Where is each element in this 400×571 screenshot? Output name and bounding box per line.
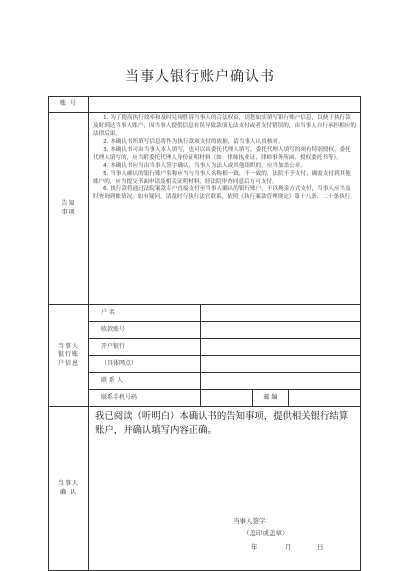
date-month-label: 月 xyxy=(285,543,292,551)
confirmation-form-table xyxy=(48,96,361,571)
info-row-name xyxy=(49,305,361,322)
account-number-field[interactable] xyxy=(201,322,361,339)
notice-label-line-2: 事项 xyxy=(61,208,76,216)
notice-item: 4. 本确认书应当由当事人签字确认，当事人为法人或其他组织的，应当加盖公章。 xyxy=(103,162,306,169)
info-label-line-2: 银行账 xyxy=(57,351,79,359)
confirm-label-line-2: 确 认 xyxy=(60,488,77,496)
phone-field[interactable] xyxy=(201,390,253,407)
bank-label: 开户银行 xyxy=(89,339,201,356)
date-year-label: 年 xyxy=(251,543,258,551)
account-label: 账 号 xyxy=(49,97,89,113)
info-label-line-1: 当事人 xyxy=(57,343,79,351)
bank-field[interactable] xyxy=(201,339,361,356)
confirm-statement: 我已阅读（听明白）本确认书的告知事项，提供相关银行结算账户，并确认填写内容正确。 xyxy=(95,411,349,436)
zip-field[interactable] xyxy=(289,390,361,407)
notice-label xyxy=(49,113,89,305)
notice-item: 6. 执行款将通过法院案款专户直接支付至当事人确认的银行账户，不以现金方式支付，当事人应当及时查询到账情况，如有疑问，请及时与执行法官联系，依照《执行案款管理规定》第十八条、二十条执行。 xyxy=(93,186,356,201)
confirm-row xyxy=(49,407,361,571)
notice-item: 5. 当事人确认的银行账户名称应当与当事人名称相一致，不一致的，法院不予支付；确需支付到其他账户的，应当提交书面申请及相关证明材料，经法院审查同意后方可支付。 xyxy=(93,170,351,185)
info-row-number xyxy=(49,322,361,339)
account-value-field[interactable] xyxy=(89,97,361,113)
notice-item: 2. 本确认书所填写信息将作为执行款项支付的依据，请当事人认真核对。 xyxy=(103,138,284,145)
confirm-content xyxy=(89,407,361,571)
zip-label: 邮 编 xyxy=(253,390,289,407)
seal-note: （盖印或盖章） xyxy=(243,529,289,537)
notice-label-line-1: 告知 xyxy=(61,200,76,208)
contact-field[interactable] xyxy=(201,373,361,390)
notice-content xyxy=(89,113,361,305)
date-day-label: 日 xyxy=(317,543,324,551)
contact-label: 联 系 人 xyxy=(89,373,201,390)
document-title: 当事人银行账户确认书 xyxy=(125,69,275,85)
info-row-phone xyxy=(49,390,361,407)
account-name-field[interactable] xyxy=(201,305,361,322)
confirm-label xyxy=(49,407,89,571)
info-label xyxy=(49,305,89,407)
bank-branch-label: （具体网点） xyxy=(89,356,201,373)
phone-label: 联系手机号码 xyxy=(89,390,201,407)
notice-item: 3. 本确认书可由当事人本人填写，也可以由委托代理人填写，委托代理人填写的须有特别授权。委托代理人填写的，应当附委托代理人身份证明材料（如：律师执业证、律师事务所函、授权委托书等）。 xyxy=(93,146,351,161)
account-number-label: 收款账号 xyxy=(89,322,201,339)
info-label-line-3: 户信息 xyxy=(57,359,79,367)
info-row-bank xyxy=(49,339,361,356)
notice-item: 1. 为了提高执行效率和及时兑现胜诉当事人的合法权益，请您如实填写银行账户信息，以便于执行款及时到达当事人账户，因当事人提供信息有误导致款项无法支付或者支付错误的，由当事人自行承担相应的法律后果。 xyxy=(93,115,356,137)
notice-row xyxy=(49,113,361,305)
bank-branch-field[interactable] xyxy=(201,356,361,373)
account-row xyxy=(49,97,361,113)
info-row-contact xyxy=(49,373,361,390)
info-row-branch xyxy=(49,356,361,373)
confirm-label-line-1: 当事人 xyxy=(57,480,79,488)
signature-label[interactable]: 当事人签字： xyxy=(233,517,272,525)
account-name-label: 户 名 xyxy=(89,305,201,322)
